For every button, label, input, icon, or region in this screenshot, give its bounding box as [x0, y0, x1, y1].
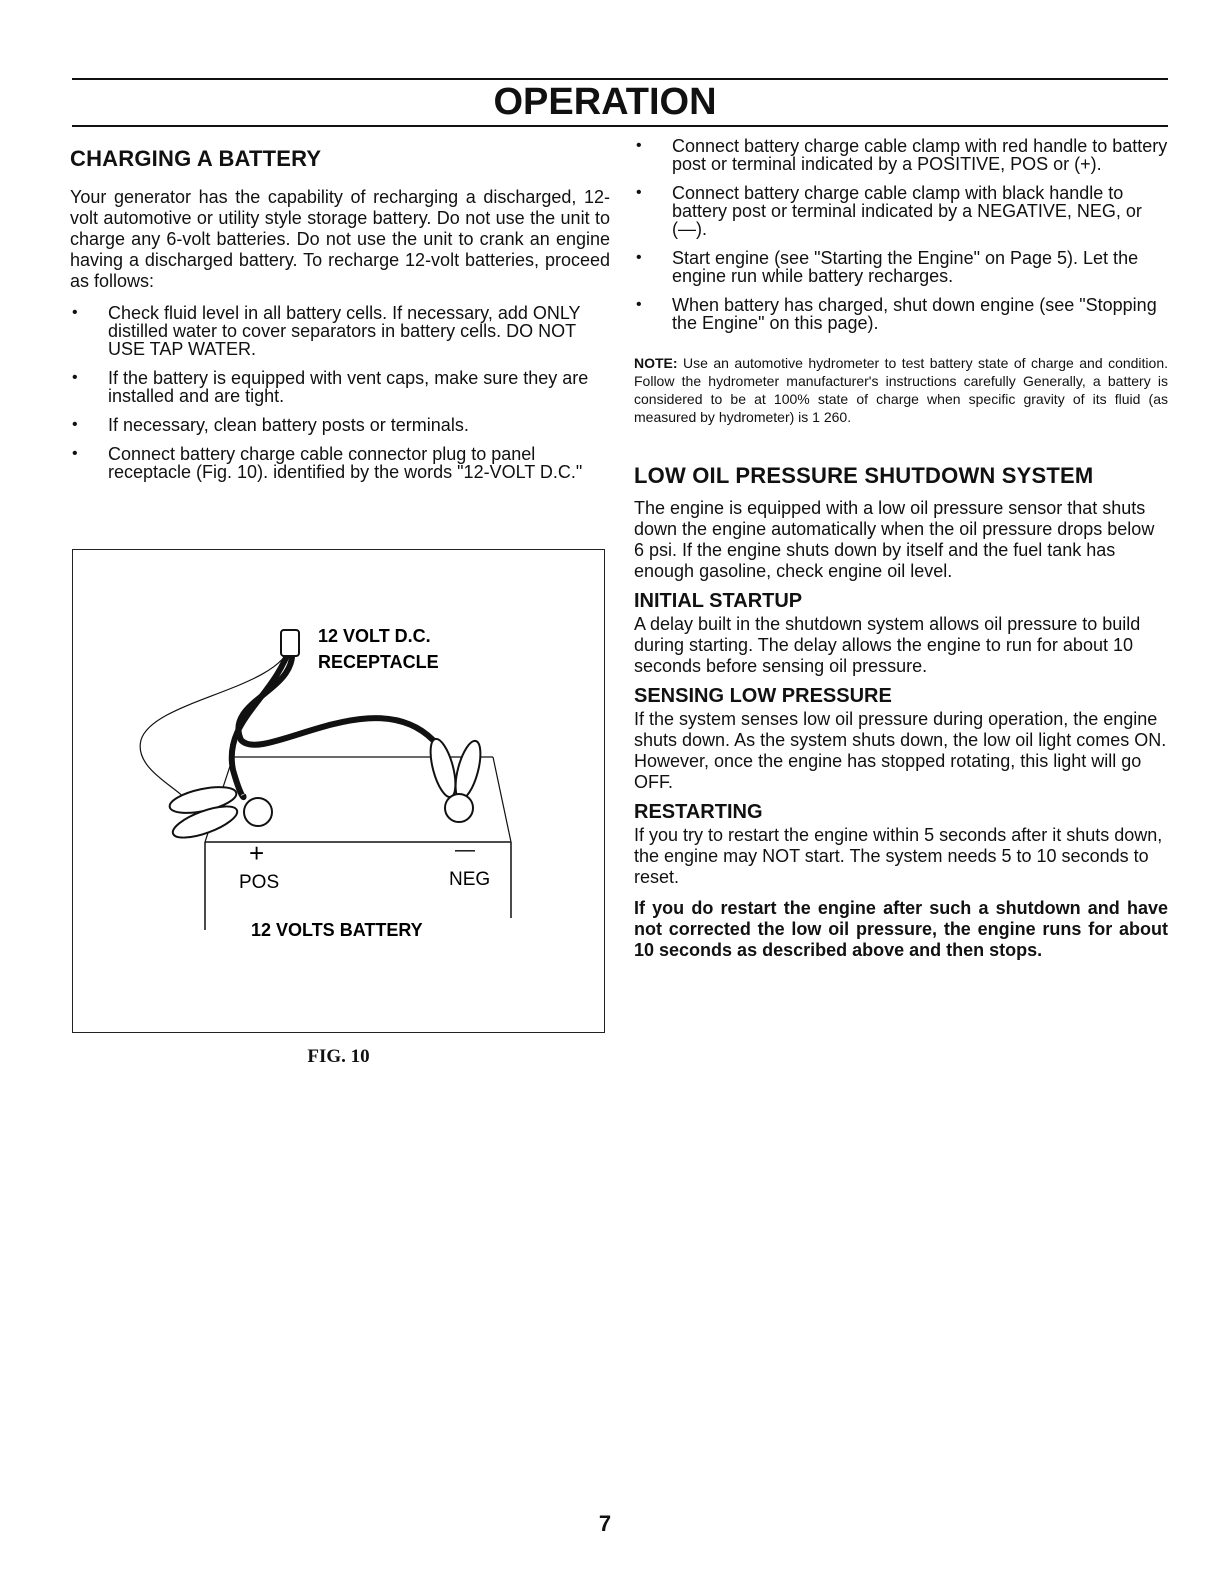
list-item: • Connect battery charge cable clamp with black handle to battery post or terminal indicated by a NEGATIVE, NEG, or (—).	[634, 184, 1168, 238]
sensing-low-pressure-text: If the system senses low oil pressure during operation, the engine shuts down. As the system shuts down, the low oil light comes ON. However, once the engine has stopped rotating, this light will go OFF.	[634, 709, 1167, 792]
minus-sign: —	[455, 839, 475, 861]
plus-sign: +	[249, 838, 265, 868]
charging-intro: Your generator has the capability of recharging a discharged, 12-volt automotive or utility style storage battery. Do not use the unit to charge any 6-volt batteries. Do not use the unit to crank an engine having a discharged battery. To recharge 12-volt batteries, proceed as follows:	[70, 187, 610, 291]
list-item: • Connect battery charge cable connector plug to panel receptacle (Fig. 10). identified by the words "12-VOLT D.C."	[70, 445, 610, 481]
charging-heading: CHARGING A BATTERY	[70, 146, 322, 171]
restarting-heading: RESTARTING	[634, 801, 763, 823]
list-item: • If necessary, clean battery posts or terminals.	[70, 416, 610, 434]
note-text: Use an automotive hydrometer to test battery state of charge and condition. Follow the hydrometer manufacturer's instructions carefully Generally, a battery is considered to be at 100% state of charge when specific gravity of its fluid (as measured by hydrometer) is 1 260.	[634, 355, 1168, 425]
list-item: • When battery has charged, shut down engine (see "Stopping the Engine" on this page).	[634, 296, 1168, 332]
battery-charging-diagram	[73, 550, 604, 1032]
figure-caption: FIG. 10	[307, 1046, 370, 1067]
low-oil-heading: LOW OIL PRESSURE SHUTDOWN SYSTEM	[634, 463, 1094, 488]
list-item: • Check fluid level in all battery cells. If necessary, add ONLY distilled water to cover separators in battery cells. DO NOT USE TAP WATER.	[70, 304, 610, 358]
battery-label: 12 VOLTS BATTERY	[251, 920, 423, 940]
page-title: OPERATION	[493, 81, 717, 123]
charging-bullet-list-continued	[634, 137, 1168, 332]
restarting-warning: If you do restart the engine after such a shutdown and have not corrected the low oil pressure, the engine runs for about 10 seconds as described above and then stops.	[634, 898, 1168, 960]
sensing-low-pressure-heading: SENSING LOW PRESSURE	[634, 685, 892, 707]
plug-icon	[281, 630, 299, 656]
initial-startup-text: A delay built in the shutdown system allows oil pressure to build during starting. The delay allows the engine to run for about 10 seconds before sensing oil pressure.	[634, 614, 1141, 676]
restarting-text: If you try to restart the engine within 5 seconds after it shuts down, the engine may NOT start. The system needs 5 to 10 seconds to reset.	[634, 825, 1163, 887]
left-column	[70, 145, 610, 492]
note-label: NOTE:	[634, 355, 678, 371]
right-column	[634, 137, 1168, 961]
list-item: • Connect battery charge cable clamp with red handle to battery post or terminal indicated by a POSITIVE, POS or (+).	[634, 137, 1168, 173]
receptacle-label-line2: RECEPTACLE	[318, 652, 439, 672]
neg-label: NEG	[449, 869, 491, 890]
list-item: • If the battery is equipped with vent caps, make sure they are installed and are tight.	[70, 369, 610, 405]
page-number: 7	[598, 1511, 612, 1536]
receptacle-label-line1: 12 VOLT D.C.	[318, 626, 431, 646]
low-oil-intro: The engine is equipped with a low oil pressure sensor that shuts down the engine automatically when the oil pressure drops below 6 psi. If the engine shuts down by itself and the fuel tank has enough gasoline, check engine oil level.	[634, 498, 1155, 581]
charging-bullet-list	[70, 304, 610, 481]
header-rule-bottom	[72, 125, 1168, 127]
pos-label: POS	[239, 872, 280, 893]
list-item: • Start engine (see "Starting the Engine" on Page 5). Let the engine run while battery recharges.	[634, 249, 1168, 285]
figure-10-box	[72, 549, 605, 1033]
note-paragraph	[634, 354, 1168, 426]
initial-startup-heading: INITIAL STARTUP	[634, 590, 803, 612]
